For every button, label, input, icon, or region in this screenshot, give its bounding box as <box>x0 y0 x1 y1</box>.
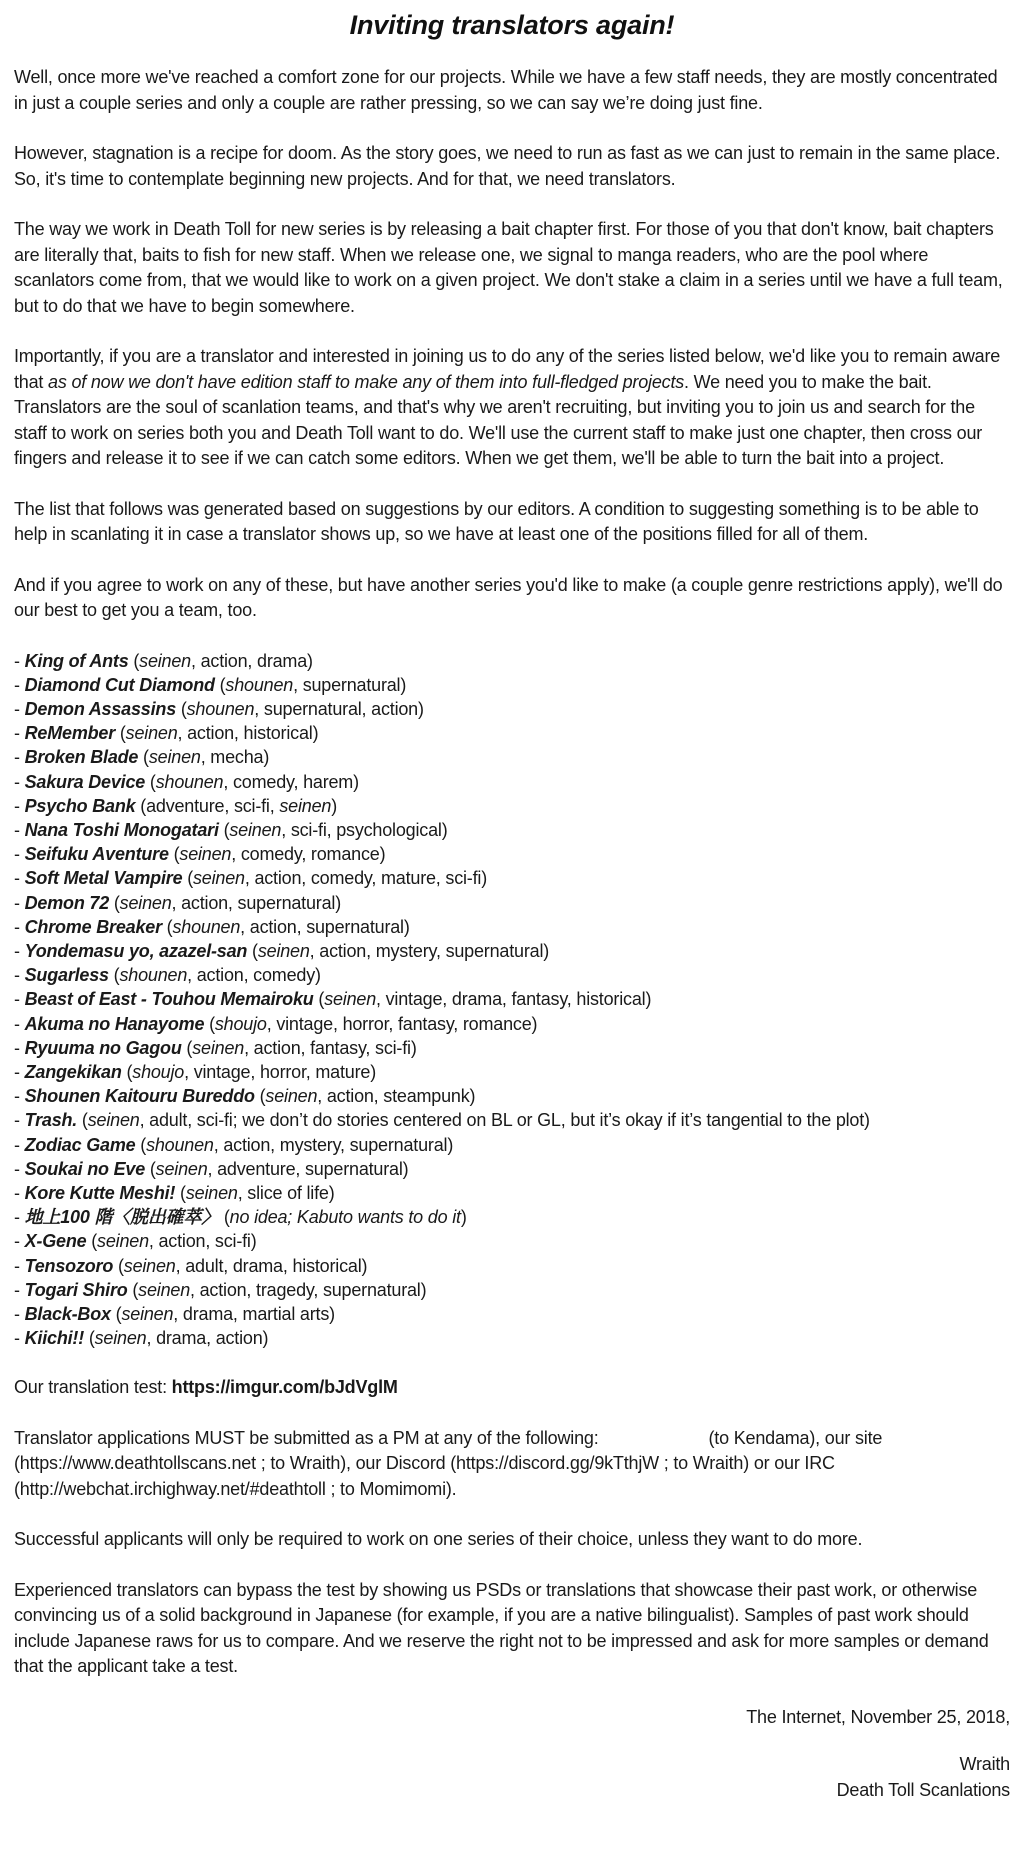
italic-text-run: seinen <box>97 1231 149 1252</box>
paren-close: ) <box>531 1013 538 1034</box>
series-list-item <box>14 1229 1010 1253</box>
series-list-item <box>14 1012 1010 1036</box>
paragraph <box>14 1527 1010 1553</box>
series-title: ReMember <box>24 723 116 744</box>
paren-close: ) <box>481 868 487 889</box>
text-run: , action, steampunk <box>317 1086 470 1107</box>
italic-text-run: seinen <box>257 940 310 961</box>
series-title: Demon 72 <box>24 892 110 913</box>
paren-close: ) <box>410 1037 417 1058</box>
series-list-item <box>14 794 1010 818</box>
series-list-item <box>14 1108 1010 1132</box>
paren-open: ( <box>135 795 147 816</box>
series-title: Zodiac Game <box>24 1134 136 1155</box>
text-run: , adventure, supernatural <box>207 1158 403 1179</box>
paren-open: ( <box>168 844 180 865</box>
paren-open: ( <box>214 674 226 695</box>
series-list-item <box>14 1205 1010 1229</box>
list-dash: - <box>14 650 25 671</box>
series-list-item <box>14 1036 1010 1060</box>
list-dash: - <box>14 989 25 1010</box>
paren-open: ( <box>176 698 187 719</box>
italic-text-run: seinen <box>125 723 178 744</box>
paren-open: ( <box>138 747 149 768</box>
signature-name: Wraith <box>959 1754 1010 1775</box>
paren-open: ( <box>254 1086 266 1107</box>
text-run: Translator applications MUST be submitted as a PM at any of the following: <box>14 1427 599 1448</box>
text-run: , drama, martial arts <box>173 1303 330 1324</box>
text-run: , action, sci-fi <box>148 1231 251 1252</box>
series-title: Shounen Kaitouru Bureddo <box>24 1086 255 1107</box>
list-dash: - <box>14 1134 25 1155</box>
paren-open: ( <box>121 1061 133 1082</box>
paren-open: ( <box>127 1279 139 1300</box>
text-run: , action, tragedy, supernatural <box>190 1279 421 1300</box>
text-run: However, stagnation is a recipe for doom. As the story goes, we need to run as fast as we can just to remain in the same place. So, it's time to contemplate beginning new projects. And for that, we need translators. <box>14 143 1001 189</box>
list-dash: - <box>14 1013 25 1034</box>
list-dash: - <box>14 819 25 840</box>
list-dash: - <box>14 1158 25 1179</box>
paren-open: ( <box>247 940 258 961</box>
series-list-item <box>14 1181 1010 1205</box>
paragraph <box>14 344 1010 472</box>
series-title: Nana Toshi Monogatari <box>24 819 219 840</box>
italic-text-run: as of now we don't have edition staff to make any of them into full-fledged projects <box>48 371 685 392</box>
paragraph <box>14 141 1010 192</box>
series-list <box>14 649 1010 1351</box>
series-list-item <box>14 673 1010 697</box>
paren-open: ( <box>110 1303 122 1324</box>
series-title: Tensozoro <box>24 1255 114 1276</box>
paren-close: ) <box>543 940 550 961</box>
paren-open: ( <box>77 1110 88 1131</box>
italic-text-run: seinen <box>179 844 232 865</box>
text-run: , action, drama <box>190 650 308 671</box>
text-run: , action, historical <box>177 723 313 744</box>
list-dash: - <box>14 1207 25 1228</box>
text-run: , comedy, romance <box>231 844 380 865</box>
paren-open: ( <box>175 1182 186 1203</box>
paren-close: ) <box>361 1255 368 1276</box>
closing-section <box>14 1426 1010 1680</box>
paren-open: ( <box>161 916 173 937</box>
series-title: Ryuuma no Gagou <box>24 1037 182 1058</box>
italic-text-run: shounen <box>155 771 224 792</box>
italic-text-run: seinen <box>229 819 282 840</box>
paren-close: ) <box>402 1158 409 1179</box>
paren-close: ) <box>370 1061 376 1082</box>
paren-close: ) <box>400 674 407 695</box>
paren-close: ) <box>312 723 319 744</box>
series-list-item <box>14 649 1010 673</box>
paragraph <box>14 1426 1010 1503</box>
text-run: Well, once more we've reached a comfort zone for our projects. While we have a few staff needs, they are mostly concentrated in just a couple series and only a couple are rather pressing, so we can say we’re doing just fine. <box>14 67 998 113</box>
paren-close: ) <box>307 650 313 671</box>
text-run: , mecha <box>200 747 264 768</box>
paren-open: ( <box>109 892 120 913</box>
series-title: X-Gene <box>24 1231 87 1252</box>
list-dash: - <box>14 1328 25 1349</box>
series-list-item <box>14 697 1010 721</box>
list-dash: - <box>14 1110 25 1131</box>
italic-text-run: seinen <box>148 747 201 768</box>
text-run: , slice of life <box>237 1182 329 1203</box>
translation-test-label: Our translation test: <box>14 1377 172 1398</box>
text-run: adventure, sci-fi, <box>146 795 280 816</box>
italic-text-run: seinen <box>87 1110 140 1131</box>
italic-text-run: seinen <box>139 650 191 671</box>
series-title: Demon Assassins <box>24 698 177 719</box>
italic-text-run: seinen <box>94 1328 147 1349</box>
paren-close: ) <box>331 795 337 816</box>
paren-open: ( <box>135 1134 147 1155</box>
series-title: Soft Metal Vampire <box>24 868 183 889</box>
list-dash: - <box>14 1255 25 1276</box>
text-run: , sci-fi, psychological <box>281 819 442 840</box>
series-list-item <box>14 939 1010 963</box>
text-run: , supernatural, action <box>254 698 418 719</box>
series-title: Seifuku Aventure <box>24 844 169 865</box>
list-dash: - <box>14 1231 25 1252</box>
text-run: , action, fantasy, sci-fi <box>244 1037 411 1058</box>
series-title: Trash. <box>24 1110 78 1131</box>
italic-text-run: seinen <box>279 795 332 816</box>
series-title: Sugarless <box>24 965 109 986</box>
paren-close: ) <box>379 844 386 865</box>
list-dash: - <box>14 747 25 768</box>
paren-close: ) <box>403 916 410 937</box>
text-run: , supernatural <box>293 674 401 695</box>
list-dash: - <box>14 1037 25 1058</box>
series-list-item <box>14 721 1010 745</box>
series-title: Kiichi!! <box>24 1328 85 1349</box>
text-run: . We need you to make the bait. Translators are the soul of scanlation teams, and that's why we aren't recruiting, but inviting you to join us and search for the staff to work on series both you and Death Toll want to do. We'll use the current staff to make just one chapter, then cross our fingers and release it to see if we can catch some editors. When we get them, we'll be able to turn the bait into a project. <box>14 371 983 468</box>
italic-text-run: seinen <box>265 1086 318 1107</box>
paren-close: ) <box>329 1303 335 1324</box>
series-title: Chrome Breaker <box>24 916 162 937</box>
paren-open: ( <box>219 1207 230 1228</box>
series-list-item <box>14 963 1010 987</box>
italic-text-run: seinen <box>123 1255 176 1276</box>
list-dash: - <box>14 1182 25 1203</box>
paragraph <box>14 65 1010 116</box>
text-run: , action, comedy <box>187 965 316 986</box>
text-run: , adult, sci-fi; we don’t do stories centered on BL or GL, but it’s okay if it’s tangential to the plot <box>139 1110 865 1131</box>
series-list-item <box>14 866 1010 890</box>
text-run: , action, mystery, supernatural <box>309 940 544 961</box>
paragraph <box>14 217 1010 319</box>
paren-close: ) <box>460 1207 467 1228</box>
list-dash: - <box>14 723 25 744</box>
text-run: , adult, drama, historical <box>175 1255 362 1276</box>
paren-close: ) <box>864 1110 870 1131</box>
paren-open: ( <box>86 1231 98 1252</box>
series-title: Broken Blade <box>24 747 139 768</box>
list-dash: - <box>14 1061 25 1082</box>
paren-close: ) <box>645 989 652 1010</box>
italic-text-run: shoujo <box>132 1061 185 1082</box>
italic-text-run: shounen <box>172 916 241 937</box>
translation-test-line <box>14 1375 1010 1401</box>
paren-open: ( <box>115 723 126 744</box>
list-dash: - <box>14 844 25 865</box>
series-list-item <box>14 1133 1010 1157</box>
paren-close: ) <box>447 1134 454 1155</box>
intro-section <box>14 65 1010 624</box>
text-run: Successful applicants will only be required to work on one series of their choice, unless they want to do more. <box>14 1529 863 1550</box>
series-title: Yondemasu yo, azazel-san <box>24 940 248 961</box>
series-list-item <box>14 745 1010 769</box>
series-list-item <box>14 1157 1010 1181</box>
text-run: , comedy, harem <box>223 771 354 792</box>
series-title: Togari Shiro <box>24 1279 128 1300</box>
series-list-item <box>14 770 1010 794</box>
series-list-item <box>14 1278 1010 1302</box>
italic-text-run: seinen <box>138 1279 190 1300</box>
italic-text-run: no idea; Kabuto wants to do it <box>229 1207 461 1228</box>
signature-group: Death Toll Scanlations <box>836 1779 1010 1800</box>
list-dash: - <box>14 1303 25 1324</box>
paren-open: ( <box>218 819 230 840</box>
series-list-item <box>14 987 1010 1011</box>
list-dash: - <box>14 940 25 961</box>
italic-text-run: seinen <box>121 1303 174 1324</box>
paren-close: ) <box>469 1086 476 1107</box>
italic-text-run: shounen <box>119 965 188 986</box>
signature-block <box>14 1705 1010 1804</box>
page-title: Inviting translators again! <box>349 10 675 40</box>
text-run: Importantly, if you are a translator and interested in joining us to do any of the series listed below, we'd like you to remain aware that <box>14 346 1001 392</box>
series-title: Sakura Device <box>24 771 146 792</box>
paragraph <box>14 1578 1010 1680</box>
series-list-item <box>14 818 1010 842</box>
italic-text-run: seinen <box>192 1037 245 1058</box>
list-dash: - <box>14 795 25 816</box>
list-dash: - <box>14 1086 25 1107</box>
paren-close: ) <box>262 1328 269 1349</box>
text-run: And if you agree to work on any of these, but have another series you'd like to make (a couple genre restrictions apply), we'll do our best to get you a team, too. <box>14 574 1003 620</box>
paragraph <box>14 573 1010 624</box>
text-run: The way we work in Death Toll for new series is by releasing a bait chapter first. For those of you that don't know, bait chapters are literally that, baits to fish for new staff. When we release one, we signal to manga readers, who are the pool where scanlators come from, that we would like to work on a given project. We don't stake a claim in a series until we have a full team, but to do that we have to begin somewhere. <box>14 219 1003 316</box>
list-dash: - <box>14 674 25 695</box>
series-title: Akuma no Hanayome <box>24 1013 205 1034</box>
series-list-item <box>14 915 1010 939</box>
text-run: , vintage, horror, mature <box>184 1061 371 1082</box>
paren-open: ( <box>313 989 325 1010</box>
italic-text-run: seinen <box>324 989 377 1010</box>
series-title: Psycho Bank <box>24 795 136 816</box>
text-run: The list that follows was generated based on suggestions by our editors. A condition to suggesting something is to be able to help in scanlating it in case a translator shows up, so we have at least one of the positions filled for all of them. <box>14 498 979 544</box>
series-title: 地上100 階〈脱出確萃〉 <box>24 1207 220 1228</box>
series-list-item <box>14 1084 1010 1108</box>
paren-open: ( <box>128 650 140 671</box>
text-run: , action, supernatural <box>171 892 336 913</box>
paren-close: ) <box>328 1182 335 1203</box>
text-run: , action, mystery, supernatural <box>213 1134 448 1155</box>
paren-open: ( <box>182 868 193 889</box>
text-run: , vintage, horror, fantasy, romance <box>266 1013 532 1034</box>
paren-open: ( <box>113 1255 124 1276</box>
paren-close: ) <box>250 1231 257 1252</box>
list-dash: - <box>14 1279 25 1300</box>
series-title: Soukai no Eve <box>24 1158 146 1179</box>
series-list-item <box>14 891 1010 915</box>
paren-open: ( <box>84 1328 95 1349</box>
series-title: Zangekikan <box>24 1061 122 1082</box>
text-run: , action, supernatural <box>240 916 404 937</box>
series-list-item <box>14 1254 1010 1278</box>
paren-open: ( <box>181 1037 193 1058</box>
series-title: Kore Kutte Meshi! <box>24 1182 176 1203</box>
list-dash: - <box>14 698 25 719</box>
series-list-item <box>14 1060 1010 1084</box>
list-dash: - <box>14 771 25 792</box>
series-title: Black-Box <box>24 1303 111 1324</box>
italic-text-run: shounen <box>186 698 255 719</box>
italic-text-run: shoujo <box>214 1013 267 1034</box>
paren-open: ( <box>145 1158 156 1179</box>
text-run: , action, comedy, mature, sci-fi <box>244 868 482 889</box>
paren-open: ( <box>108 965 120 986</box>
paren-close: ) <box>315 965 321 986</box>
text-run: , vintage, drama, fantasy, historical <box>376 989 646 1010</box>
italic-text-run: seinen <box>185 1182 238 1203</box>
paren-close: ) <box>441 819 448 840</box>
paren-open: ( <box>145 771 156 792</box>
italic-text-run: shounen <box>225 674 294 695</box>
italic-text-run: seinen <box>155 1158 208 1179</box>
paren-close: ) <box>263 747 270 768</box>
list-dash: - <box>14 965 25 986</box>
text-run: (to Kendama), our site (https://www.deathtollscans.net ; to Wraith), our Discord (https://discord.gg/9kTthjW ; to Wraith) or our IRC (http://webchat.irchighway.net/#deathtoll ; to Momimomi). <box>14 1427 883 1499</box>
series-title: Beast of East - Touhou Memairoku <box>24 989 314 1010</box>
list-dash: - <box>14 892 25 913</box>
paren-close: ) <box>353 771 359 792</box>
series-title: King of Ants <box>24 650 129 671</box>
list-dash: - <box>14 868 25 889</box>
series-list-item <box>14 1302 1010 1326</box>
series-title: Diamond Cut Diamond <box>24 674 215 695</box>
text-run: Experienced translators can bypass the test by showing us PSDs or translations that showcase their past work, or otherwise convincing us of a solid background in Japanese (for example, if you are a native bilingualist). Samples of past work should include Japanese raws for us to compare. And we reserve the right not to be impressed and ask for more samples or demand that the applicant take a test. <box>14 1579 989 1677</box>
series-list-item <box>14 842 1010 866</box>
paren-open: ( <box>204 1013 215 1034</box>
paragraph <box>14 497 1010 548</box>
paren-close: ) <box>418 698 424 719</box>
italic-text-run: seinen <box>119 892 172 913</box>
text-run: , drama, action <box>146 1328 263 1349</box>
paren-close: ) <box>335 892 341 913</box>
series-list-item <box>14 1326 1010 1350</box>
list-dash: - <box>14 916 25 937</box>
italic-text-run: shounen <box>146 1134 214 1155</box>
signature-dateline: The Internet, November 25, 2018, <box>746 1706 1010 1727</box>
italic-text-run: seinen <box>193 868 245 889</box>
paren-close: ) <box>420 1279 427 1300</box>
translation-test-link[interactable]: https://imgur.com/bJdVglM <box>171 1377 398 1398</box>
